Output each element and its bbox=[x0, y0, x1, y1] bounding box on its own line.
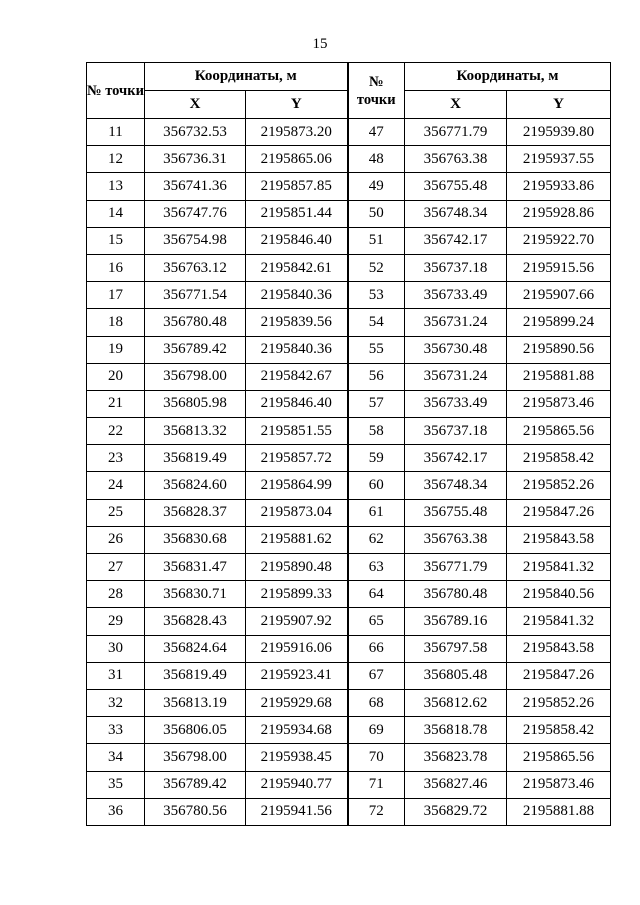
table-row bbox=[87, 336, 611, 363]
left-x-cell: 356798.00 bbox=[145, 363, 246, 390]
left-y-cell: 2195873.04 bbox=[246, 499, 348, 526]
right-y-cell: 2195937.55 bbox=[507, 146, 611, 173]
right-x-cell: 356818.78 bbox=[405, 717, 507, 744]
right-point-no-cell: 56 bbox=[348, 363, 405, 390]
left-x-cell: 356813.19 bbox=[145, 689, 246, 716]
left-y-cell: 2195839.56 bbox=[246, 309, 348, 336]
right-point-no-cell: 61 bbox=[348, 499, 405, 526]
right-x-cell: 356742.17 bbox=[405, 227, 507, 254]
right-x-cell: 356771.79 bbox=[405, 119, 507, 146]
right-y-cell: 2195847.26 bbox=[507, 499, 611, 526]
right-x-cell: 356805.48 bbox=[405, 662, 507, 689]
left-y-cell: 2195857.72 bbox=[246, 445, 348, 472]
right-y-cell: 2195873.46 bbox=[507, 771, 611, 798]
left-y-cell: 2195934.68 bbox=[246, 717, 348, 744]
left-y-cell: 2195873.20 bbox=[246, 119, 348, 146]
right-point-no-cell: 67 bbox=[348, 662, 405, 689]
right-y-cell: 2195852.26 bbox=[507, 472, 611, 499]
table-row bbox=[87, 554, 611, 581]
right-point-no-cell: 48 bbox=[348, 146, 405, 173]
right-point-no-cell: 60 bbox=[348, 472, 405, 499]
left-point-no-cell: 34 bbox=[87, 744, 145, 771]
right-x-cell: 356827.46 bbox=[405, 771, 507, 798]
left-point-no-cell: 18 bbox=[87, 309, 145, 336]
left-x-cell: 356824.60 bbox=[145, 472, 246, 499]
left-point-no-cell: 36 bbox=[87, 798, 145, 825]
right-point-no-cell: 68 bbox=[348, 689, 405, 716]
left-x-cell: 356824.64 bbox=[145, 635, 246, 662]
left-point-no-cell: 14 bbox=[87, 200, 145, 227]
right-x-cell: 356730.48 bbox=[405, 336, 507, 363]
left-x-cell: 356813.32 bbox=[145, 418, 246, 445]
left-y-cell: 2195865.06 bbox=[246, 146, 348, 173]
right-point-no-cell: 49 bbox=[348, 173, 405, 200]
left-y-cell: 2195840.36 bbox=[246, 282, 348, 309]
left-x-cell: 356763.12 bbox=[145, 254, 246, 281]
right-x-cell: 356737.18 bbox=[405, 418, 507, 445]
right-x-cell: 356742.17 bbox=[405, 445, 507, 472]
right-point-no-cell: 66 bbox=[348, 635, 405, 662]
left-point-no-cell: 26 bbox=[87, 526, 145, 553]
right-y-cell: 2195890.56 bbox=[507, 336, 611, 363]
table-row bbox=[87, 798, 611, 825]
left-x-cell: 356830.68 bbox=[145, 526, 246, 553]
table-row bbox=[87, 608, 611, 635]
right-point-no-cell: 72 bbox=[348, 798, 405, 825]
right-point-no-cell: 71 bbox=[348, 771, 405, 798]
right-x-cell: 356763.38 bbox=[405, 526, 507, 553]
right-x-cell: 356789.16 bbox=[405, 608, 507, 635]
table-row bbox=[87, 689, 611, 716]
header-y-left: Y bbox=[246, 91, 348, 119]
right-x-cell: 356733.49 bbox=[405, 282, 507, 309]
left-point-no-cell: 15 bbox=[87, 227, 145, 254]
right-y-cell: 2195865.56 bbox=[507, 744, 611, 771]
left-y-cell: 2195842.61 bbox=[246, 254, 348, 281]
right-point-no-cell: 70 bbox=[348, 744, 405, 771]
right-y-cell: 2195852.26 bbox=[507, 689, 611, 716]
left-y-cell: 2195864.99 bbox=[246, 472, 348, 499]
left-point-no-cell: 22 bbox=[87, 418, 145, 445]
left-y-cell: 2195851.44 bbox=[246, 200, 348, 227]
right-point-no-cell: 47 bbox=[348, 119, 405, 146]
left-point-no-cell: 17 bbox=[87, 282, 145, 309]
left-point-no-cell: 35 bbox=[87, 771, 145, 798]
left-x-cell: 356771.54 bbox=[145, 282, 246, 309]
left-point-no-cell: 23 bbox=[87, 445, 145, 472]
left-point-no-cell: 11 bbox=[87, 119, 145, 146]
left-x-cell: 356789.42 bbox=[145, 336, 246, 363]
left-y-cell: 2195941.56 bbox=[246, 798, 348, 825]
left-x-cell: 356819.49 bbox=[145, 662, 246, 689]
right-y-cell: 2195899.24 bbox=[507, 309, 611, 336]
left-y-cell: 2195899.33 bbox=[246, 581, 348, 608]
left-x-cell: 356798.00 bbox=[145, 744, 246, 771]
table-body bbox=[87, 119, 611, 826]
right-y-cell: 2195873.46 bbox=[507, 390, 611, 417]
table-row bbox=[87, 771, 611, 798]
right-x-cell: 356755.48 bbox=[405, 173, 507, 200]
right-point-no-cell: 57 bbox=[348, 390, 405, 417]
left-point-no-cell: 31 bbox=[87, 662, 145, 689]
right-point-no-cell: 53 bbox=[348, 282, 405, 309]
right-y-cell: 2195939.80 bbox=[507, 119, 611, 146]
left-x-cell: 356805.98 bbox=[145, 390, 246, 417]
right-x-cell: 356812.62 bbox=[405, 689, 507, 716]
right-y-cell: 2195922.70 bbox=[507, 227, 611, 254]
right-x-cell: 356780.48 bbox=[405, 581, 507, 608]
right-y-cell: 2195933.86 bbox=[507, 173, 611, 200]
left-y-cell: 2195938.45 bbox=[246, 744, 348, 771]
right-x-cell: 356748.34 bbox=[405, 200, 507, 227]
table-row bbox=[87, 173, 611, 200]
left-point-no-cell: 20 bbox=[87, 363, 145, 390]
header-coords-left: Координаты, м bbox=[145, 63, 348, 91]
right-y-cell: 2195841.32 bbox=[507, 608, 611, 635]
header-point-no-right: № точки bbox=[348, 63, 405, 119]
left-x-cell: 356736.31 bbox=[145, 146, 246, 173]
right-y-cell: 2195843.58 bbox=[507, 526, 611, 553]
left-y-cell: 2195940.77 bbox=[246, 771, 348, 798]
left-x-cell: 356830.71 bbox=[145, 581, 246, 608]
right-point-no-cell: 54 bbox=[348, 309, 405, 336]
right-y-cell: 2195865.56 bbox=[507, 418, 611, 445]
right-y-cell: 2195858.42 bbox=[507, 717, 611, 744]
left-y-cell: 2195916.06 bbox=[246, 635, 348, 662]
right-y-cell: 2195907.66 bbox=[507, 282, 611, 309]
left-x-cell: 356780.48 bbox=[145, 309, 246, 336]
table-row bbox=[87, 227, 611, 254]
left-y-cell: 2195890.48 bbox=[246, 554, 348, 581]
table-row bbox=[87, 662, 611, 689]
right-x-cell: 356737.18 bbox=[405, 254, 507, 281]
left-point-no-cell: 30 bbox=[87, 635, 145, 662]
table-row bbox=[87, 472, 611, 499]
right-x-cell: 356731.24 bbox=[405, 309, 507, 336]
left-y-cell: 2195842.67 bbox=[246, 363, 348, 390]
coordinates-table bbox=[86, 62, 611, 826]
right-x-cell: 356829.72 bbox=[405, 798, 507, 825]
right-x-cell: 356733.49 bbox=[405, 390, 507, 417]
table-row bbox=[87, 146, 611, 173]
header-point-no-left: № точки bbox=[87, 63, 145, 119]
table-row bbox=[87, 363, 611, 390]
right-y-cell: 2195915.56 bbox=[507, 254, 611, 281]
left-y-cell: 2195907.92 bbox=[246, 608, 348, 635]
page-number: 15 bbox=[312, 36, 328, 52]
table-row bbox=[87, 499, 611, 526]
right-y-cell: 2195881.88 bbox=[507, 798, 611, 825]
left-point-no-cell: 29 bbox=[87, 608, 145, 635]
right-x-cell: 356797.58 bbox=[405, 635, 507, 662]
right-point-no-cell: 52 bbox=[348, 254, 405, 281]
right-point-no-cell: 64 bbox=[348, 581, 405, 608]
header-x-left: X bbox=[145, 91, 246, 119]
right-point-no-cell: 69 bbox=[348, 717, 405, 744]
left-y-cell: 2195923.41 bbox=[246, 662, 348, 689]
left-x-cell: 356819.49 bbox=[145, 445, 246, 472]
right-x-cell: 356763.38 bbox=[405, 146, 507, 173]
left-y-cell: 2195881.62 bbox=[246, 526, 348, 553]
right-point-no-cell: 62 bbox=[348, 526, 405, 553]
left-point-no-cell: 28 bbox=[87, 581, 145, 608]
header-row-top bbox=[87, 63, 611, 91]
right-point-no-cell: 55 bbox=[348, 336, 405, 363]
left-x-cell: 356780.56 bbox=[145, 798, 246, 825]
table-row bbox=[87, 445, 611, 472]
table-row bbox=[87, 581, 611, 608]
right-y-cell: 2195840.56 bbox=[507, 581, 611, 608]
right-y-cell: 2195847.26 bbox=[507, 662, 611, 689]
left-y-cell: 2195846.40 bbox=[246, 227, 348, 254]
right-y-cell: 2195881.88 bbox=[507, 363, 611, 390]
table-row bbox=[87, 119, 611, 146]
left-point-no-cell: 24 bbox=[87, 472, 145, 499]
left-x-cell: 356747.76 bbox=[145, 200, 246, 227]
left-point-no-cell: 13 bbox=[87, 173, 145, 200]
left-y-cell: 2195840.36 bbox=[246, 336, 348, 363]
right-point-no-cell: 59 bbox=[348, 445, 405, 472]
right-point-no-cell: 50 bbox=[348, 200, 405, 227]
table-row bbox=[87, 635, 611, 662]
left-y-cell: 2195857.85 bbox=[246, 173, 348, 200]
right-y-cell: 2195858.42 bbox=[507, 445, 611, 472]
header-coords-right: Координаты, м bbox=[405, 63, 611, 91]
table-row bbox=[87, 254, 611, 281]
right-y-cell: 2195841.32 bbox=[507, 554, 611, 581]
right-y-cell: 2195843.58 bbox=[507, 635, 611, 662]
left-point-no-cell: 32 bbox=[87, 689, 145, 716]
left-x-cell: 356828.43 bbox=[145, 608, 246, 635]
left-x-cell: 356741.36 bbox=[145, 173, 246, 200]
table-row bbox=[87, 282, 611, 309]
left-point-no-cell: 27 bbox=[87, 554, 145, 581]
left-point-no-cell: 21 bbox=[87, 390, 145, 417]
table-row bbox=[87, 200, 611, 227]
left-y-cell: 2195846.40 bbox=[246, 390, 348, 417]
left-x-cell: 356789.42 bbox=[145, 771, 246, 798]
table-row bbox=[87, 309, 611, 336]
right-x-cell: 356731.24 bbox=[405, 363, 507, 390]
right-x-cell: 356823.78 bbox=[405, 744, 507, 771]
header-x-right: X bbox=[405, 91, 507, 119]
table-row bbox=[87, 390, 611, 417]
right-x-cell: 356755.48 bbox=[405, 499, 507, 526]
right-point-no-cell: 58 bbox=[348, 418, 405, 445]
table-row bbox=[87, 418, 611, 445]
left-point-no-cell: 16 bbox=[87, 254, 145, 281]
left-x-cell: 356806.05 bbox=[145, 717, 246, 744]
table-row bbox=[87, 526, 611, 553]
right-x-cell: 356771.79 bbox=[405, 554, 507, 581]
table-row bbox=[87, 744, 611, 771]
left-point-no-cell: 19 bbox=[87, 336, 145, 363]
header-y-right: Y bbox=[507, 91, 611, 119]
right-point-no-cell: 51 bbox=[348, 227, 405, 254]
left-point-no-cell: 12 bbox=[87, 146, 145, 173]
left-x-cell: 356754.98 bbox=[145, 227, 246, 254]
table-row bbox=[87, 717, 611, 744]
right-y-cell: 2195928.86 bbox=[507, 200, 611, 227]
left-x-cell: 356831.47 bbox=[145, 554, 246, 581]
right-point-no-cell: 65 bbox=[348, 608, 405, 635]
left-point-no-cell: 25 bbox=[87, 499, 145, 526]
left-x-cell: 356732.53 bbox=[145, 119, 246, 146]
left-y-cell: 2195851.55 bbox=[246, 418, 348, 445]
left-x-cell: 356828.37 bbox=[145, 499, 246, 526]
left-y-cell: 2195929.68 bbox=[246, 689, 348, 716]
right-point-no-cell: 63 bbox=[348, 554, 405, 581]
left-point-no-cell: 33 bbox=[87, 717, 145, 744]
right-x-cell: 356748.34 bbox=[405, 472, 507, 499]
